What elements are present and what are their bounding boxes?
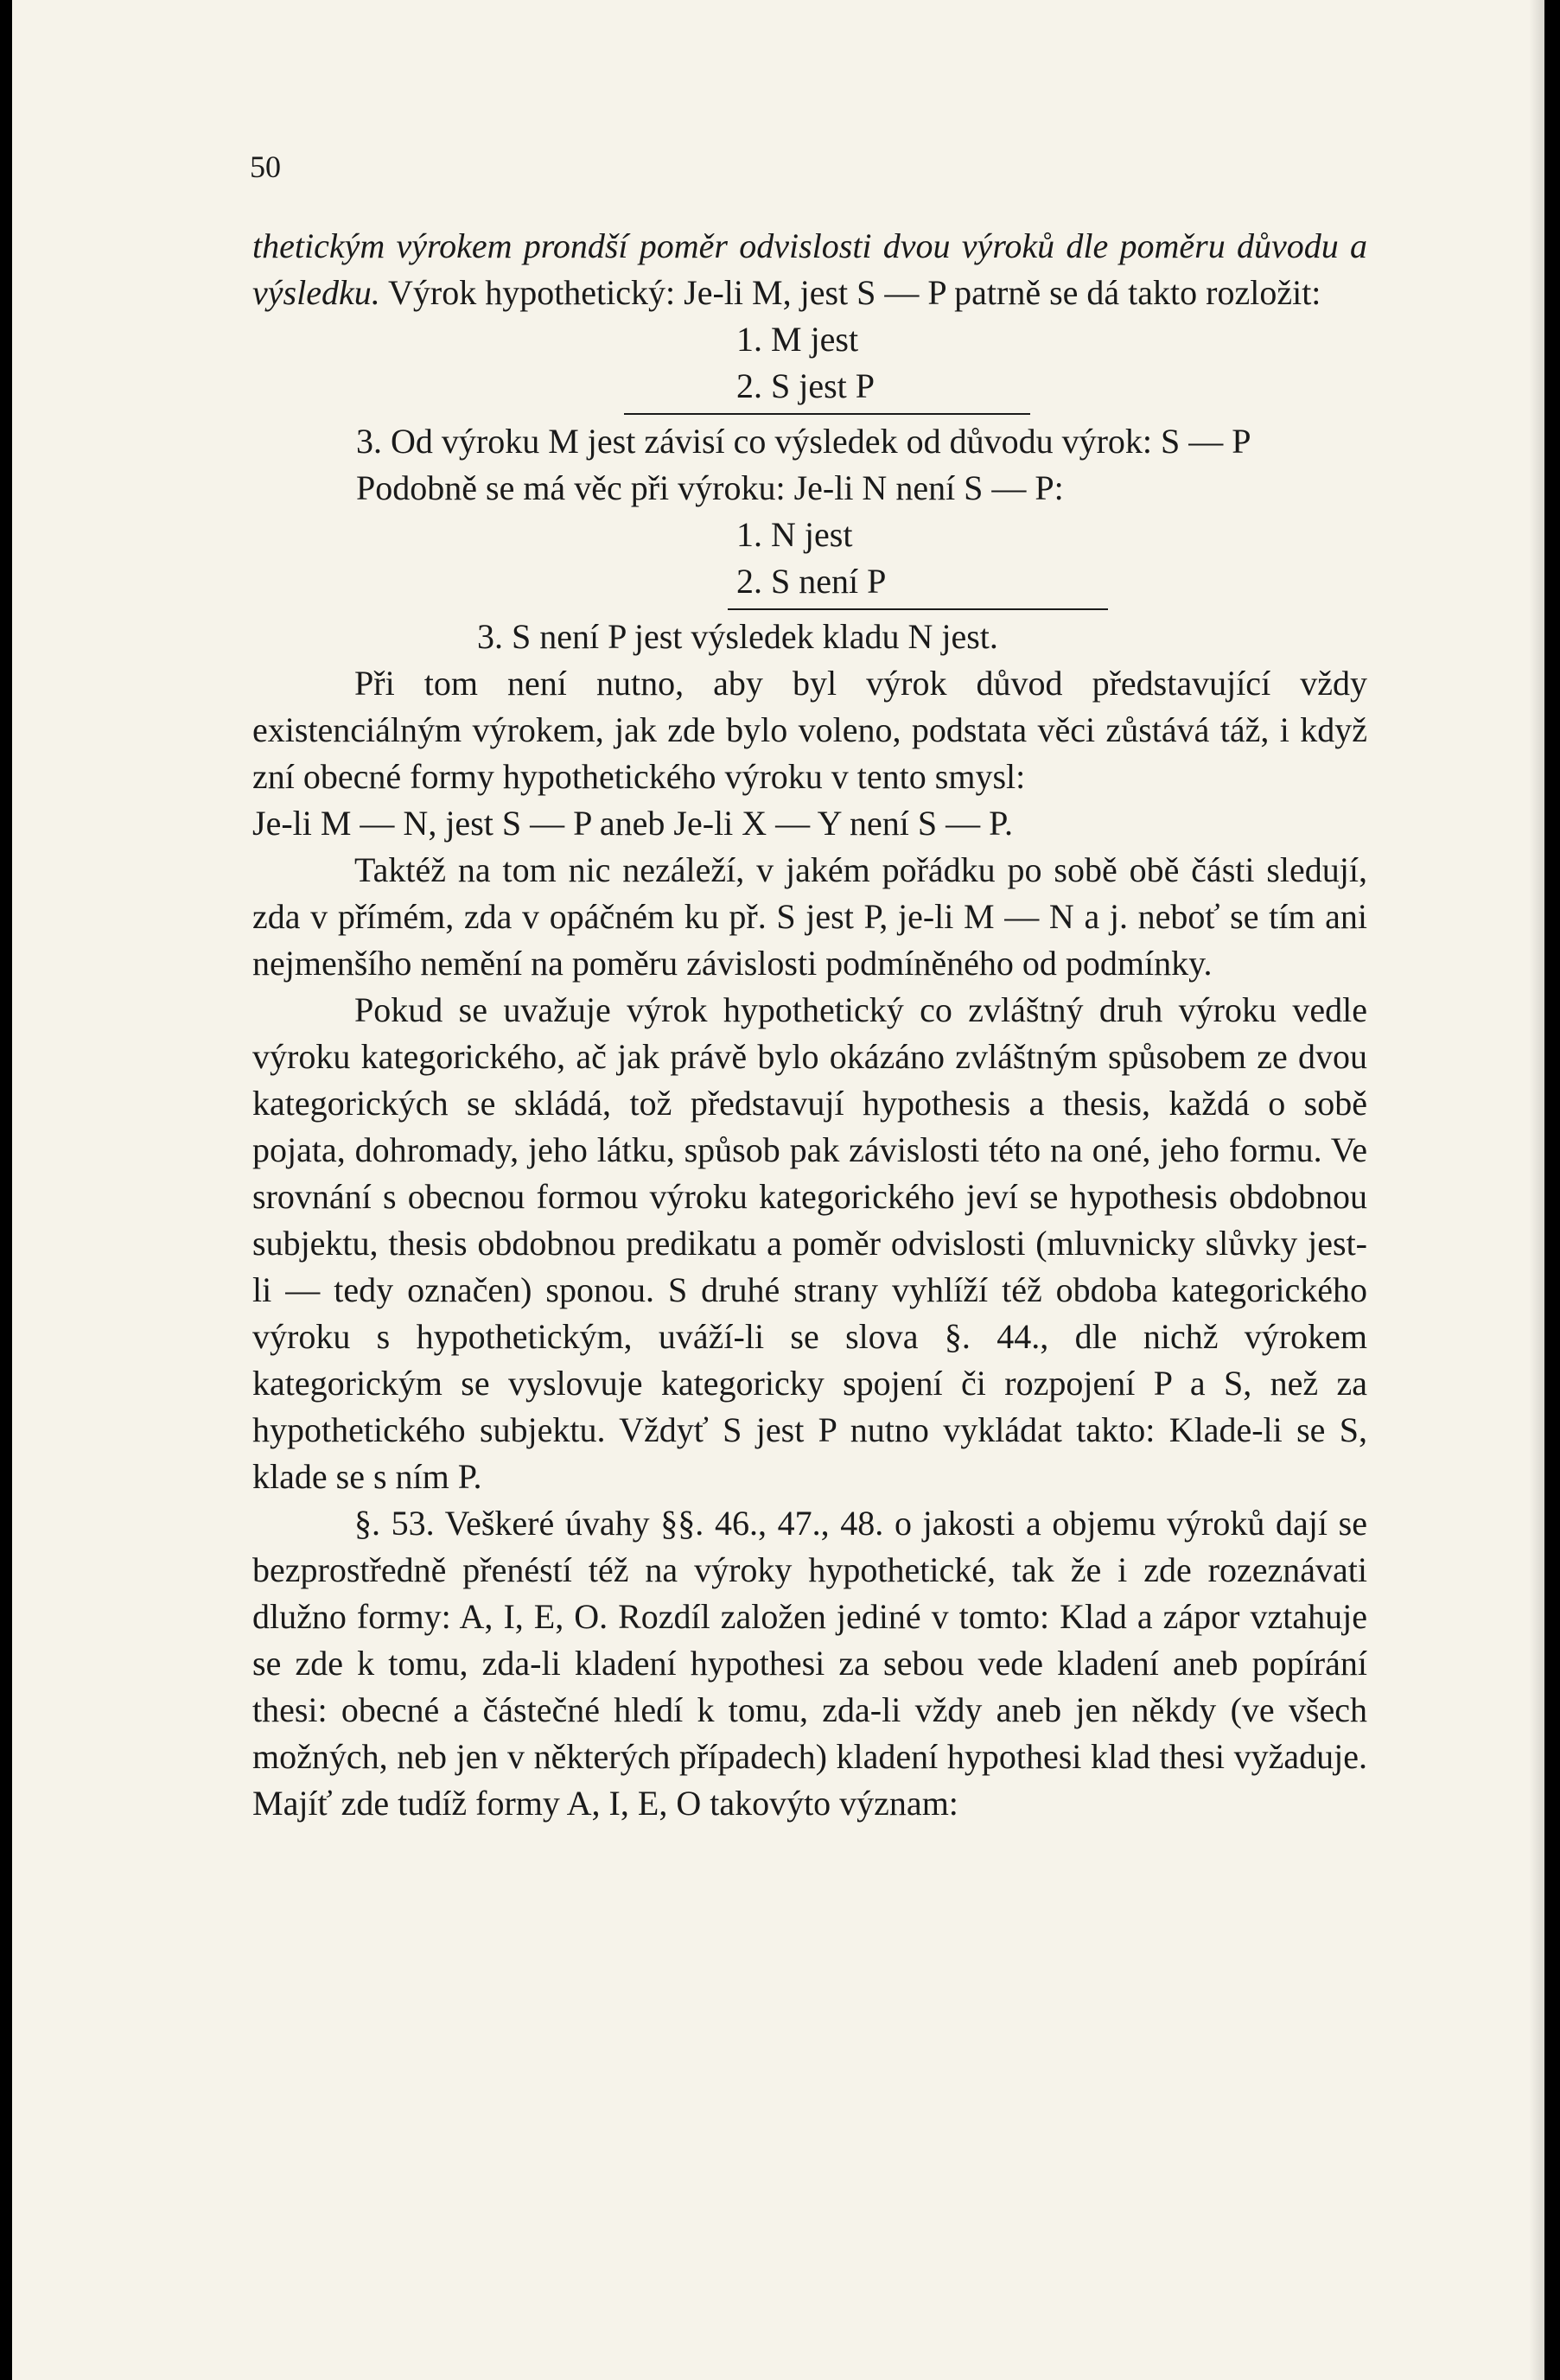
formula1-line1: 1. M jest (736, 320, 859, 359)
formula-block-2 (252, 512, 1367, 660)
paragraph-3: Pokud se uvažuje výrok hypothetický co zvláštný druh výroku vedle výroku kategorického, ač jak právě bylo okázáno zvláštným spůsobem ze dvou kategorických se skládá, tož představují hypothesis a thesis, každá o sobě pojata, dohromady, jeho látku, spůsob pak závislosti této na oné, jeho formu. Ve srovnání s obecnou formou výroku kategorického jeví se hypothesis obdobnou subjektu, thesis obdobnou predikatu a poměr odvislosti (mluvnicky slůvky jest-li — tedy označen) sponou. S druhé strany vyhlíží též obdoba kategorického výroku s hypothetickým, uváží-li se slova §. 44., dle nichž výrokem kategorickým se vyslovuje kategoricky spojení či rozpojení P a S, než za hypothetického subjektu. Vždyť S jest P nutno vykládat takto: Klade-li se S, klade se s ním P. (252, 990, 1367, 1496)
page-number: 50 (250, 150, 281, 184)
formula-block-1 (252, 316, 1367, 512)
page-edge-shadow (1529, 0, 1544, 2380)
formula1-line2: 2. S jest P (736, 366, 876, 405)
formula1-line3: 3. Od výroku M jest závisí co výsledek od důvodu výrok: S — P (356, 422, 1251, 461)
book-page (12, 0, 1544, 2380)
formula2-line2: 2. S není P (736, 562, 887, 601)
formula2-line3: 3. S není P jest výsledek kladu N jest. (477, 617, 998, 656)
intro-paragraph (252, 223, 1367, 316)
formula1-rule (624, 413, 1030, 415)
paragraph-2: Taktéž na tom nic nezáleží, v jakém pořádku po sobě obě části sledují, zda v přímém, zda v opáčném ku př. S jest P, je-li M — N a j. neboť se tím ani nejmenšího nemění na poměru závislosti podmíněného od podmínky. (252, 850, 1367, 983)
paragraph-1: Při tom není nutno, aby byl výrok důvod představující vždy existenciálným výrokem, jak zde bylo voleno, podstata věci zůstává táž, i když zní obecné formy hypothetického výroku v tento smysl: (252, 664, 1367, 796)
formula1-line4: Podobně se má věc při výroku: Je-li N není S — P: (356, 468, 1064, 507)
paragraph-4: §. 53. Veškeré úvahy §§. 46., 47., 48. o jakosti a objemu výroků dají se bezprostředně přenéstí též na výroky hypothetické, tak že i zde rozeznávati dlužno formy: A, I, E, O. Rozdíl založen jediné v tomto: Klad a zápor vztahuje se zde k tomu, zda-li kladení hypothesi za sebou vede kladení aneb popírání thesi: obecné a částečné hledí k tomu, zda-li vždy aneb jen někdy (ve všech možných, neb jen v některých případech) kladení hypothesi klad thesi vyžaduje. Majíť zde tudíž formy A, I, E, O takovýto význam: (252, 1504, 1367, 1823)
intro-rest: Výrok hypothetický: Je-li M, jest S — P patrně se dá takto rozložit: (379, 273, 1321, 312)
intro-italic: thetickým výrokem prondší poměr odvislosti dvou výroků dle poměru důvodu a výsledku. (252, 226, 1367, 312)
formula2-rule (728, 608, 1108, 610)
formula2-line1: 1. N jest (736, 515, 853, 554)
page-text (252, 223, 1367, 1827)
paragraph-1-formula: Je-li M — N, jest S — P aneb Je-li X — Y není S — P. (252, 804, 1013, 843)
